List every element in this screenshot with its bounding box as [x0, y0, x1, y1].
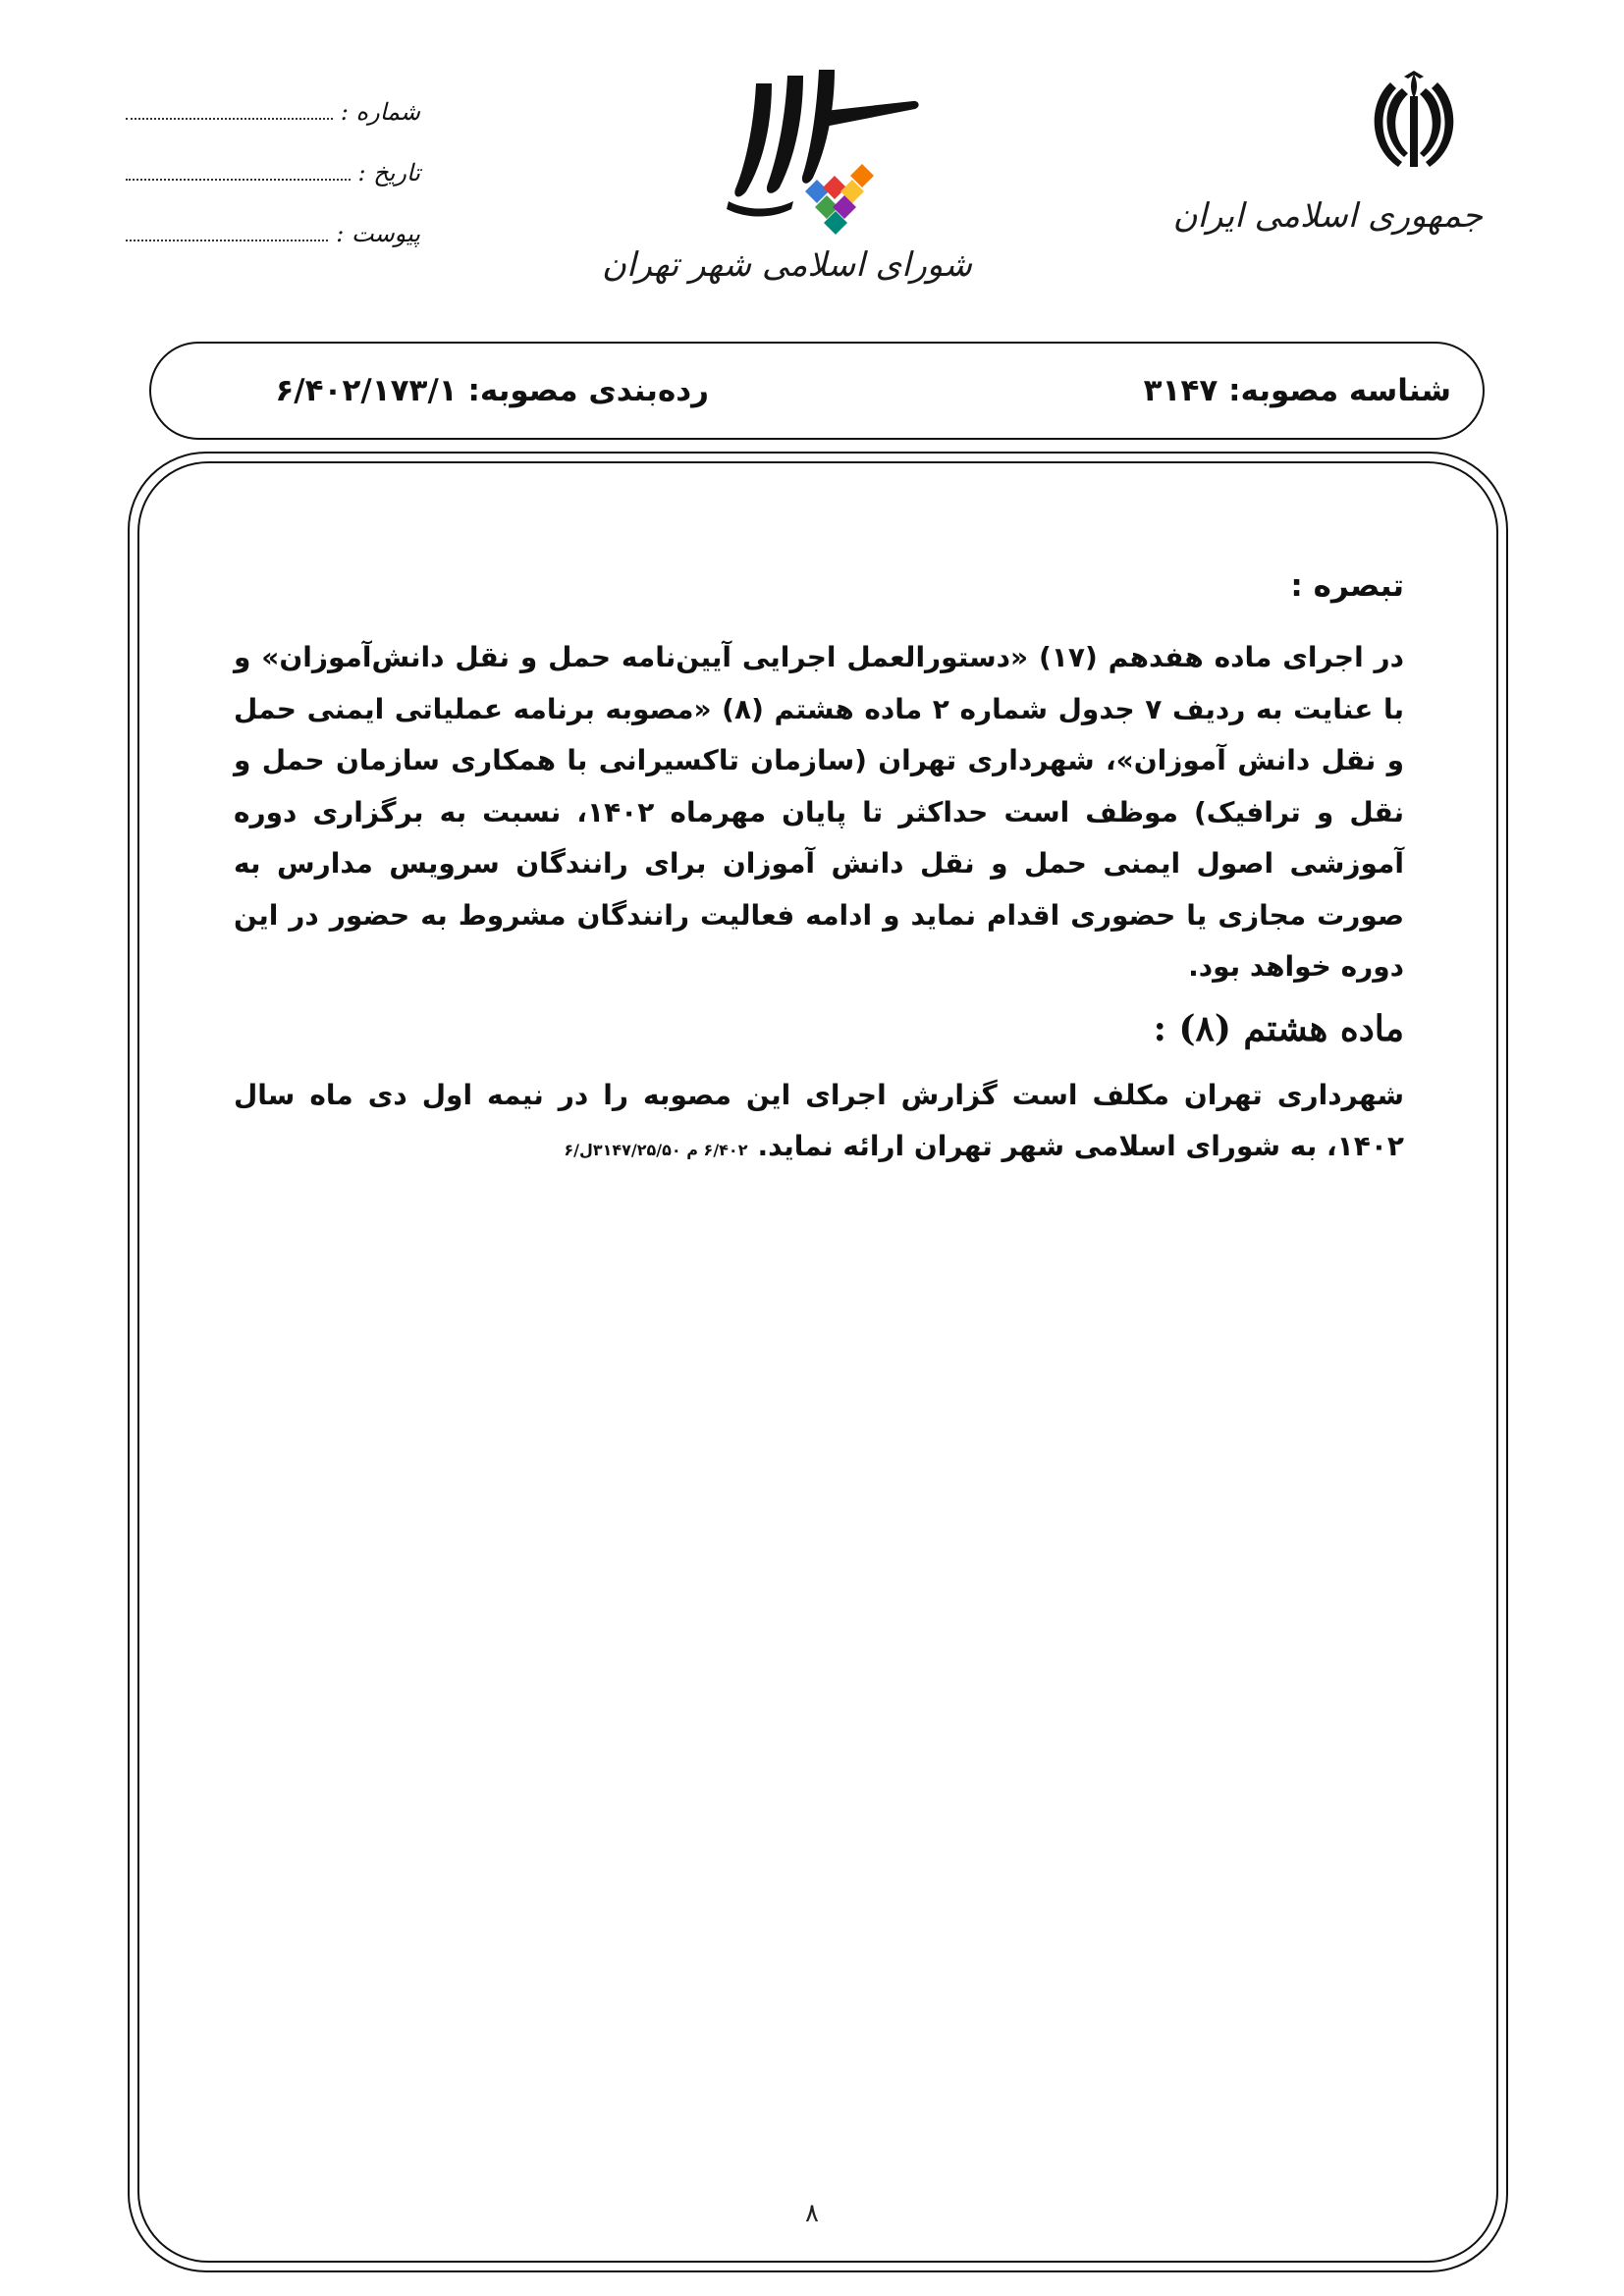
council-logo-icon	[677, 54, 972, 250]
resolution-info-bar	[149, 342, 1485, 440]
emblem-caption: جمهوری اسلامی ایران	[1172, 196, 1483, 236]
ref-dots	[126, 161, 351, 181]
ref-field-date	[126, 159, 420, 220]
note-paragraph: در اجرای ماده هفدهم (۱۷) «دستورالعمل اجرایی آیین‌نامه حمل و نقل دانش‌آموزان» و با عنایت به ردیف ۷ جدول شماره ۲ ماده هشتم (۸) «مصوبه برنامه عملیاتی ایمنی حمل و نقل دانش آموزان»، شهرداری تهران (سازمان تاکسیرانی با همکاری سازمان حمل و نقل و ترافیک) موظف است حداکثر تا پایان مهرماه ۱۴۰۲، نسبت به برگزاری دوره آموزشی اصول ایمنی حمل و نقل دانش آموزان برای رانندگان سرویس مدارس به صورت مجازی یا حضوری اقدام نماید و ادامه فعالیت رانندگان مشروط به حضور در این دوره خواهد بود.	[234, 641, 1405, 983]
note-heading: تبصره :	[1290, 568, 1404, 604]
council-logo	[602, 54, 972, 319]
resolution-id: شناسه مصوبه: ۳۱۴۷	[1143, 373, 1451, 408]
ref-field-attachment	[126, 220, 420, 281]
article-paragraph	[234, 1070, 1404, 1177]
page-number: ۸	[805, 2199, 819, 2228]
resolution-classification: رده‌بندی مصوبه: ۶/۴۰۲/۱۷۳/۱	[275, 373, 709, 408]
iran-emblem	[1172, 69, 1483, 236]
ref-dots	[126, 100, 333, 120]
article-heading: ماده هشتم (۸) :	[1153, 1007, 1404, 1049]
reference-code: ۶/۴۰۲ م ۳۱۴۷/۲۵/۵۰ل/۶	[564, 1141, 748, 1159]
letterhead	[0, 0, 1624, 334]
ref-label-number: شماره :	[340, 98, 420, 126]
ref-dots	[126, 222, 328, 241]
council-caption: شورای اسلامی شهر تهران	[602, 245, 972, 285]
ref-field-number	[126, 98, 420, 159]
ref-label-date: تاریخ :	[357, 159, 420, 187]
ref-label-attachment: پیوست :	[336, 220, 420, 247]
resolution-content	[234, 561, 1404, 1177]
reference-fields	[126, 98, 420, 281]
iran-emblem-icon	[1365, 69, 1463, 177]
article-text: شهرداری تهران مکلف است گزارش اجرای این مصوبه را در نیمه اول دی ماه سال ۱۴۰۲، به شورای اسلامی شهر تهران ارائه نماید.	[234, 1078, 1404, 1162]
